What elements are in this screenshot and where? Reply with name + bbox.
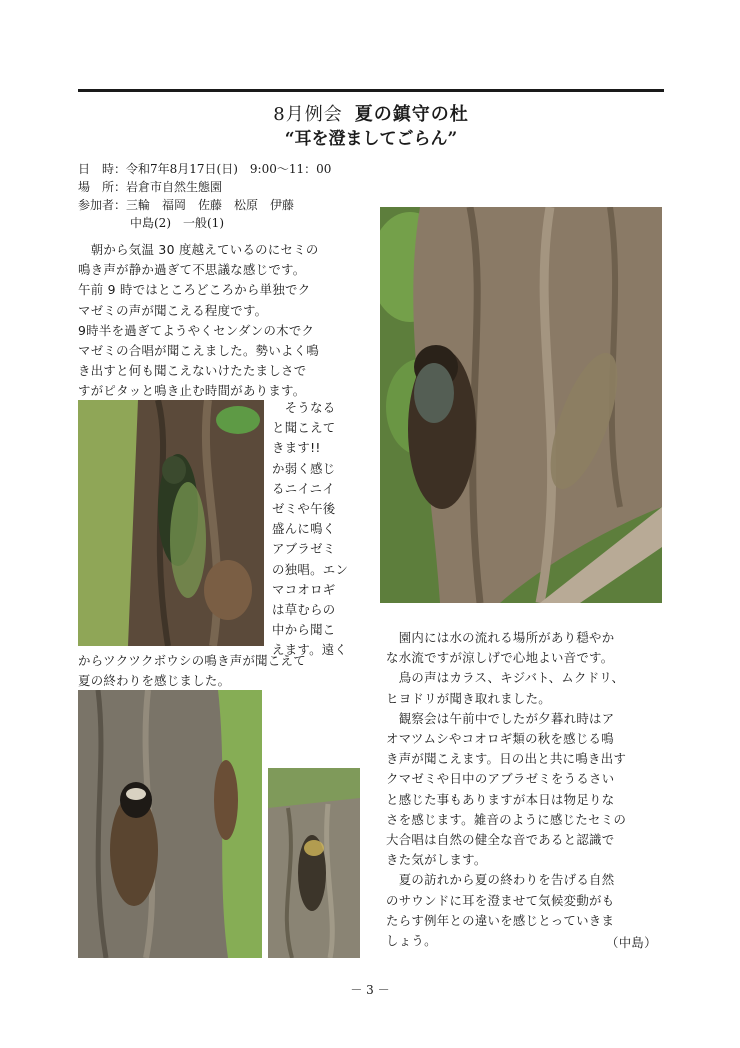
photo-cicadas-trunk xyxy=(78,690,262,958)
article-title xyxy=(78,100,664,126)
body-paragraph-tail: からツクツクボウシの鳴き声が聞こえて 夏の終わりを感じました。 xyxy=(78,653,306,689)
title-main: 夏の鎮守の杜 xyxy=(354,104,469,125)
title-meeting: 8月例会 xyxy=(273,104,343,125)
info-date: 日 時：令和7年8月17日(日) 9:00～11：00 xyxy=(78,162,332,176)
photo-cicada-large xyxy=(380,207,662,603)
photo-cicada-bark-left xyxy=(78,400,264,646)
event-info xyxy=(78,160,331,232)
body-right-column: 園内には水の流れる場所があり穏やか な水流ですが涼しげで心地よい音です。 鳥の声はカラス、キジバト、ムクドリ、 ヒヨドリが聞き取れました。 観察会は午前中でしたが夕暮れ時はア オマツムシやコオロギ類の秋を感じる鳴 き声が聞こえます。日の出と共に鳴き出す クマゼミや日中のアブラゼミをうるさい と感じた事もありますが本日は物足りな さを感じます。雑音のように感じたセミの 大合唱は自然の健全な音であると認識で きた気がします。 夏の訪れから夏の終わりを告げる自然 のサウンドに耳を澄ませて気候変動がも たらす例年との違いを感じとっていきま しょう。 xyxy=(386,630,627,949)
info-participants-2: 中島(2) 一般(1) xyxy=(130,216,224,230)
header-rule xyxy=(78,89,664,92)
body-paragraph-1: 朝から気温 30 度越えているのにセミの 鳴き声が静か過ぎて不思議な感じです。 午前 9 時ではところどころから単独でク マゼミの声が聞こえる程度です。 9時半を過ぎてようやくセンダンの木でク マゼミの合唱が聞こえました。勢いよく鳴 き出すと何も聞こえないけたたましさで すがピタッと鳴き止む時間があります。 xyxy=(78,242,320,399)
page-number: － 3 － xyxy=(350,983,390,997)
info-participants: 参加者：三輪 福岡 佐藤 松原 伊藤 xyxy=(78,198,295,212)
info-place: 場 所：岩倉市自然生態園 xyxy=(78,180,223,194)
body-narrow-column: そうなる と聞こえて きます!! か弱く感じ るニイニイ ゼミや午後 盛んに鳴く アブラゼミ の独唱。エン マコオロギ は草むらの 中から聞こ えます。遠く xyxy=(272,400,349,658)
article-subtitle: “耳を澄ましてごらん” xyxy=(284,129,458,149)
photo-cicada-small xyxy=(268,768,360,958)
author-credit: （中島） xyxy=(606,935,657,950)
